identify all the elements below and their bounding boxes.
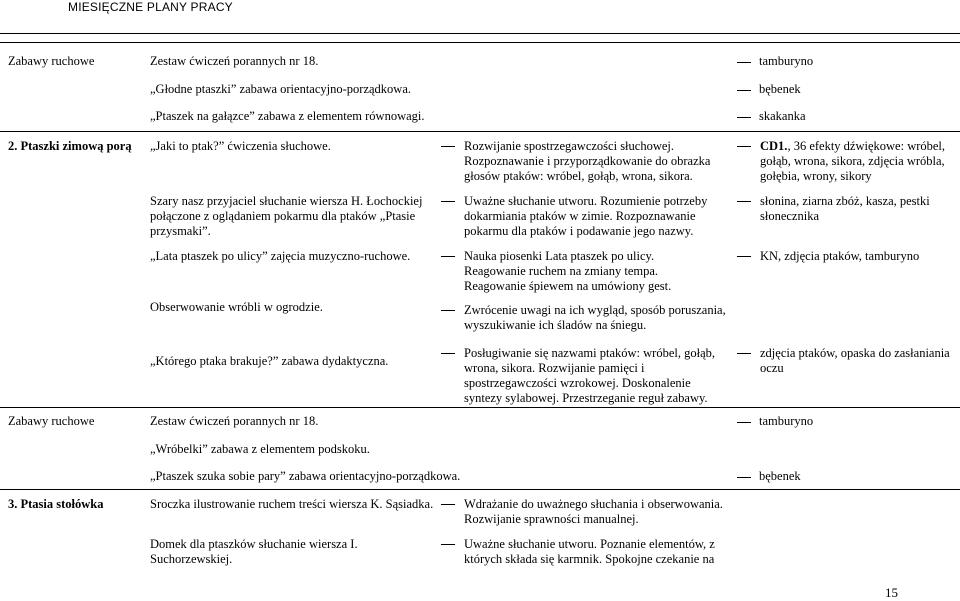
row2-topic: 2. Ptaszki zimową porą xyxy=(8,139,132,153)
row2-goal-b: Uważne słuchanie utworu. Rozumienie potrzeby dokarmiania ptaków w zimie. Rozpoznawanie pokarmu dla ptaków i podawanie jego nazwy. xyxy=(441,194,716,239)
row2-activity-e: „Którego ptaka brakuje?” zabawa dydaktyczna. xyxy=(150,354,389,368)
dash-icon xyxy=(737,422,751,423)
dash-icon xyxy=(441,201,455,202)
row4-goal-b: Uważne słuchanie utworu. Poznanie elementów, z których składa się karmnik. Spokojne czekanie na xyxy=(441,537,726,567)
row2-goal-a: Rozwijanie spostrzegawczości słuchowej. Rozpoznawanie i przyporządkowanie do obrazka głosów ptaków: wróbel, gołąb, wrona, sikora. xyxy=(441,139,716,184)
row2-activity-c: „Lata ptaszek po ulicy” zajęcia muzyczno-ruchowe. xyxy=(150,249,411,263)
row3-material-1: tamburyno xyxy=(737,414,813,429)
row1-material-2: bębenek xyxy=(737,82,801,97)
row2-goal-e: Posługiwanie się nazwami ptaków: wróbel, gołąb, wrona, sikora. Rozwijanie pamięci i spostrzegawczości wzrokowej. Doskonalenie syntezy sylabowej. Przestrzeganie reguł zabawy. xyxy=(441,346,726,406)
dash-icon xyxy=(441,256,455,257)
row-rule xyxy=(0,489,960,490)
page-header xyxy=(68,0,233,14)
row2-material-c: KN, zdjęcia ptaków, tamburyno xyxy=(737,249,952,264)
row1-activity-2: „Głodne ptaszki” zabawa orientacyjno-porządkowa. xyxy=(150,82,411,96)
dash-icon xyxy=(737,146,751,147)
row1-activity-1: Zestaw ćwiczeń porannych nr 18. xyxy=(150,54,319,68)
row4-goal-a: Wdrażanie do uważnego słuchania i obserwowania. Rozwijanie sprawności manualnej. xyxy=(441,497,726,527)
row3-activity-2: „Wróbelki” zabawa z elementem podskoku. xyxy=(150,442,370,456)
header-rule xyxy=(0,33,960,34)
header-title: MIESIĘCZNE PLANY PRACY xyxy=(68,0,233,14)
row4-activity-b: Domek dla ptaszków słuchanie wiersza I. Suchorzewskiej. xyxy=(150,537,358,566)
row4-topic: 3. Ptasia stołówka xyxy=(8,497,104,511)
row3-activity-3: „Ptaszek szuka sobie pary” zabawa orientacyjno-porządkowa. xyxy=(150,469,461,483)
dash-icon xyxy=(441,146,455,147)
dash-icon xyxy=(737,90,751,91)
dash-icon xyxy=(737,477,751,478)
dash-icon xyxy=(441,353,455,354)
row-rule xyxy=(0,407,960,408)
row2-goal-c: Nauka piosenki Lata ptaszek po ulicy. Reagowanie ruchem na zmiany tempa. Reagowanie śpiewem na umówiony gest. xyxy=(441,249,716,294)
row1-material-1: tamburyno xyxy=(737,54,813,69)
row2-activity-a: „Jaki to ptak?” ćwiczenia słuchowe. xyxy=(150,139,331,153)
dash-icon xyxy=(737,201,751,202)
row-rule xyxy=(0,131,960,132)
row1-activity-3: „Ptaszek na gałązce” zabawa z elementem równowagi. xyxy=(150,109,425,123)
row2-activity-b: Szary nasz przyjaciel słuchanie wiersza H. Łochockiej połączone z oglądaniem pokarmu dla ptaków „Ptasie przysmaki”. xyxy=(150,194,423,238)
row4-activity-a: Sroczka ilustrowanie ruchem treści wiersza K. Sąsiadka. xyxy=(150,497,434,511)
row2-goal-d: Zwrócenie uwagi na ich wygląd, sposób poruszania, wyszukiwanie ich śladów na śniegu. xyxy=(441,303,726,333)
row-rule xyxy=(0,42,960,43)
row3-category: Zabawy ruchowe xyxy=(8,414,95,428)
row2-material-a: CD1., 36 efekty dźwiękowe: wróbel, gołąb, wrona, sikora, zdjęcia wróbla, gołębia, wrony, sikory xyxy=(737,139,952,184)
row2-activity-d: Obserwowanie wróbli w ogrodzie. xyxy=(150,300,323,314)
cd-label: CD1. xyxy=(760,139,788,153)
row1-category: Zabawy ruchowe xyxy=(8,54,95,68)
page-number: 15 xyxy=(885,585,898,600)
dash-icon xyxy=(441,504,455,505)
row1-material-3: skakanka xyxy=(737,109,806,124)
row3-activity-1: Zestaw ćwiczeń porannych nr 18. xyxy=(150,414,319,428)
dash-icon xyxy=(737,256,751,257)
dash-icon xyxy=(737,62,751,63)
dash-icon xyxy=(441,544,455,545)
dash-icon xyxy=(441,310,455,311)
row3-material-2: bębenek xyxy=(737,469,801,484)
dash-icon xyxy=(737,117,751,118)
dash-icon xyxy=(737,353,751,354)
row2-material-b: słonina, ziarna zbóż, kasza, pestki słonecznika xyxy=(737,194,952,224)
row2-material-e: zdjęcia ptaków, opaska do zasłaniania oczu xyxy=(737,346,952,376)
